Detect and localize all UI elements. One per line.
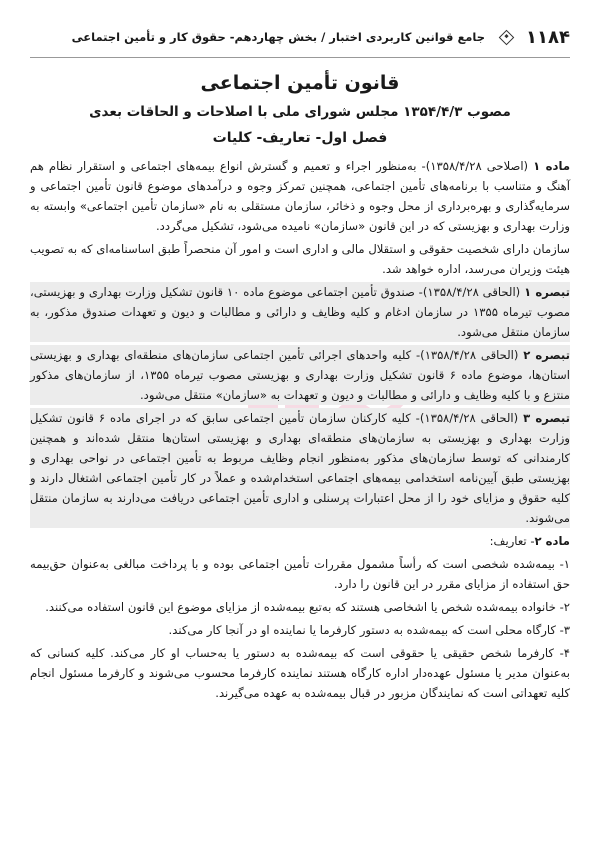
note-1 [30,282,570,342]
article-1-paragraph-2: سازمان دارای شخصیت حقوقی و استقلال مالی و اداری است و امور آن منحصراً طبق اساسنامه‌ای که به تصویب هیئت وزیران می‌رسد، اداره خواهد شد. [30,242,570,276]
law-subtitle: مصوب ۱۳۵۴/۴/۳ مجلس شورای ملی با اصلاحات و الحاقات بعدی [89,104,511,120]
definition-1: ۱- بیمه‌شده شخصی است که رأساً مشمول مقررات تأمین اجتماعی بوده و با پرداخت مبالغی به‌عنوان حق‌بیمه حق استفاده از مزایای مقرر در این قانون را دارد. [30,557,570,591]
article-1-label: ماده ۱ [533,159,571,173]
document-page [30,0,570,851]
definition-3: ۳- کارگاه محلی است که بیمه‌شده به دستور کارفرما یا نماینده او در آنجا کار می‌کند. [168,623,570,637]
diamond-ornament-icon [499,29,515,45]
chapter-heading: فصل اول- تعاریف- کلیات [212,130,388,146]
note-3-label: تبصره ۳ [523,411,570,425]
definition-4: ۴- کارفرما شخص حقیقی یا حقوقی است که بیمه‌شده به دستور یا به‌حساب او کار می‌کند. کلیه کسانی که به‌عنوان مدیر یا مسئول عهده‌دار اداره کارگاه هستند نماینده کارفرما محسوب می‌شوند و کارفرما مسئول انجام کلیه تعهداتی است که نمایندگان مزبور در قبال بیمه‌شده به عهده می‌گیرند. [30,646,570,700]
article-1-text: (اصلاحی ۱۳۵۸/۴/۲۸)- به‌منظور اجراء و تعمیم و گسترش انواع بیمه‌های اجتماعی و استقرار نظام هم آهنگ و متناسب با برنامه‌های تأمین اجتماعی، همچنین تمرکز وجوه و درآمدهای موضوع قانون تأمین اجتماعی و سرمایه‌گذاری و بهره‌برداری از محل وجوه و ذخائر، سازمان مستقلی به نام «سازمان تأمین اجتماعی» وابسته به وزارت بهداری و بهزیستی که در این قانون «سازمان» نامیده می‌شود، تشکیل می‌گردد. [30,159,570,233]
note-1-text: (الحاقی ۱۳۵۸/۴/۲۸)- صندوق تأمین اجتماعی موضوع ماده ۱۰ قانون تشکیل وزارت بهداری و بهزیستی، مصوب تیرماه ۱۳۵۵ در سازمان ادغام و کلیه وظایف و دارائی و مطالبات و دیون و تعهدات صندوق مذکور، به سازمان منتقل می‌شود. [30,285,570,339]
running-title: جامع قوانین کاربردی اختبار / بخش چهاردهم- حقوق کار و تأمین اجتماعی [71,30,486,44]
article-1 [30,156,570,236]
article-2-label: ماده ۲ [534,534,570,548]
note-2 [30,345,570,405]
header-divider [30,57,570,58]
page-header [30,26,570,48]
page-number: ۱۱۸۴ [526,26,570,48]
note-3 [30,408,570,528]
note-1-label: تبصره ۱ [524,285,570,299]
note-2-text: (الحاقی ۱۳۵۸/۴/۲۸)- کلیه واحدهای اجرائی تأمین اجتماعی سازمان‌های منطقه‌ای بهداری و بهزیستی استان‌ها، موضوع ماده ۶ قانون تشکیل وزارت بهداری و بهزیستی مصوب تیرماه ۱۳۵۵، از سازمان‌های مذکور منتزع و با کلیه وظایف و دارائی و مطالبات و دیون و تعهدات به «سازمان» منتقل می‌شود. [30,348,570,402]
note-3-text: (الحاقی ۱۳۵۸/۴/۲۸)- کلیه کارکنان سازمان تأمین اجتماعی سابق که در اجرای ماده ۶ قانون تشکیل وزارت بهداری و بهزیستی به سازمان‌های منطقه‌ای بهداری و بهزیستی استان‌ها منتقل شده‌اند و همچنین کارمندانی که توسط سازمان‌های مذکور به‌منظور انجام وظایف مربوط به تأمین اجتماعی در نواحی بهداری و بهزیستی طبق آیین‌نامه استخدامی بیمه‌های اجتماعی استخدام‌شده و عملاً در کار تأمین اجتماعی اشتغال دارند و کلیه حقوق و مزایای خود را از محل اعتبارات پرسنلی و اداری تأمین اجتماعی دریافت می‌دارند به سازمان منتقل می‌شوند. [30,411,570,525]
article-2 [30,531,570,551]
law-title: قانون تأمین اجتماعی [200,72,400,94]
article-2-text: - تعاریف: [489,534,535,548]
document-body [30,156,570,706]
definition-2: ۲- خانواده بیمه‌شده شخص یا اشخاصی هستند که به‌تبع بیمه‌شده از مزایای موضوع این قانون استفاده می‌کنند. [45,600,570,614]
note-2-label: تبصره ۲ [523,348,570,362]
